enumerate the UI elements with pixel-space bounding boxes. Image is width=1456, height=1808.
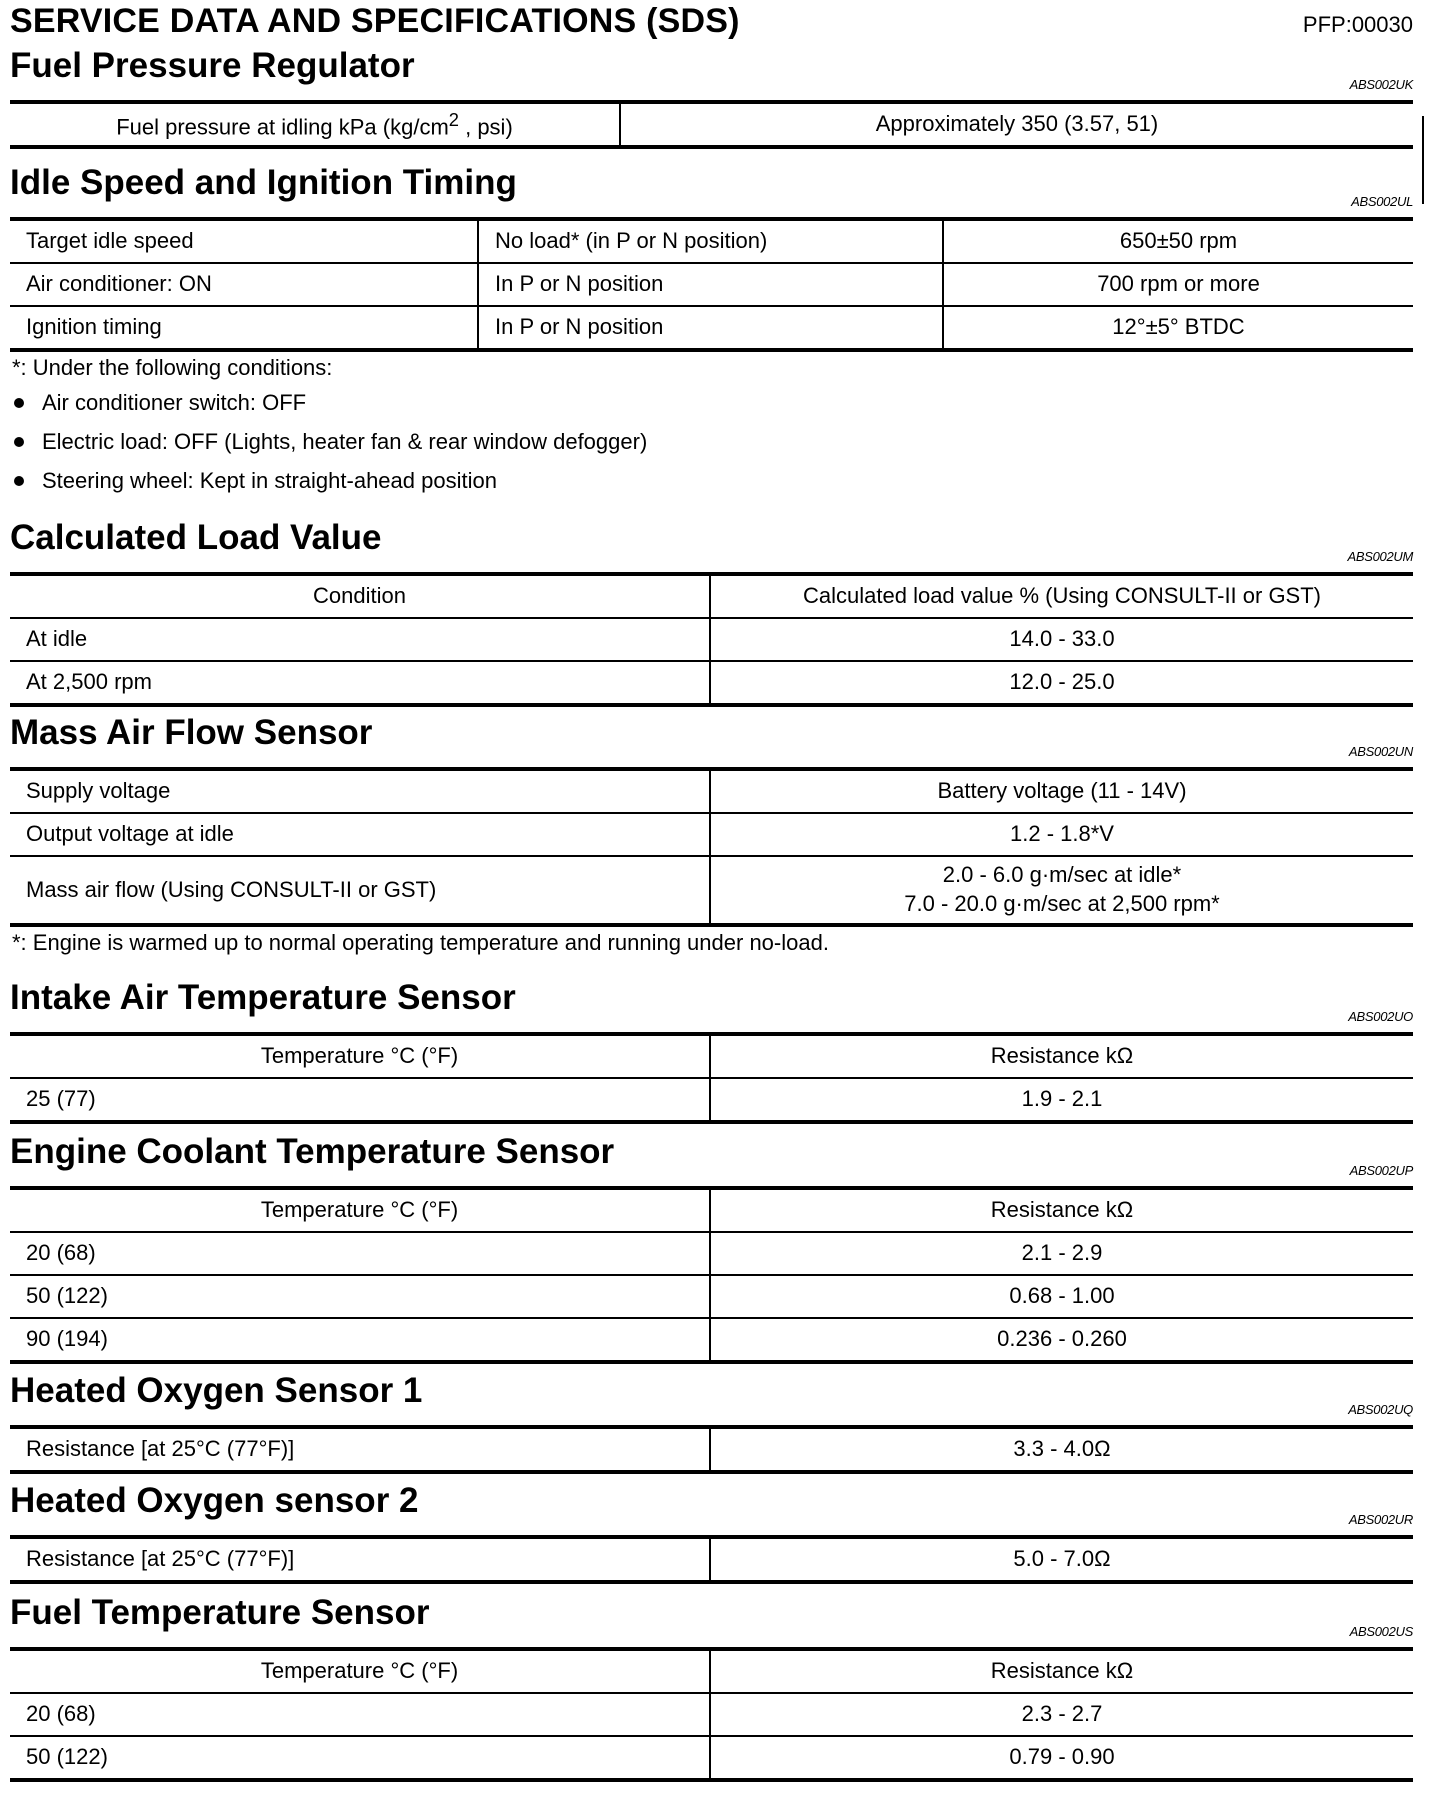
section-heated-oxygen-sensor-1 [10, 1369, 1413, 1474]
table-row [10, 1537, 1413, 1582]
table-cell: Supply voltage [26, 778, 171, 804]
table-row [10, 1275, 1413, 1318]
section-title: Fuel Temperature Sensor [10, 1593, 430, 1632]
section-header [10, 1130, 1413, 1186]
fuel-pressure-label: Fuel pressure at idling kPa ($kg/cm^2$ , psi) [116, 108, 513, 139]
section-code: ABS002US [1349, 1624, 1413, 1639]
table-cell: Battery voltage (11 - 14V) [710, 769, 1413, 813]
table-cell: 700 rpm or more [943, 263, 1413, 306]
table-cell: No load* (in P or N position) [478, 219, 943, 263]
pfp-code: PFP:00030 [1302, 12, 1413, 37]
ho2s1-table [10, 1425, 1413, 1474]
table-row [10, 306, 1413, 350]
section-title: Calculated Load Value [10, 518, 382, 557]
table-cell: 50 (122) [10, 1275, 710, 1318]
section-title: Engine Coolant Temperature Sensor [10, 1132, 615, 1171]
table-row [10, 769, 1413, 813]
section-header [10, 976, 1413, 1032]
table-row [10, 1693, 1413, 1736]
column-header: Resistance kΩ [710, 1649, 1413, 1693]
section-header [10, 711, 1413, 767]
bullet-icon [14, 398, 24, 408]
table-cell: 3.3 - 4.0Ω [710, 1427, 1413, 1472]
section-title: Idle Speed and Ignition Timing [10, 163, 517, 202]
table-cell: 90 (194) [10, 1318, 710, 1362]
table-cell: 650±50 rpm [943, 219, 1413, 263]
ho2s2-table [10, 1535, 1413, 1584]
document-title: SERVICE DATA AND SPECIFICATIONS (SDS) [10, 2, 740, 40]
section-fuel-pressure-regulator [10, 44, 1413, 149]
section-calculated-load-value [10, 516, 1413, 707]
footnote: *: Engine is warmed up to normal operating temperature and running under no-load. [12, 930, 829, 955]
section-fuel-temperature-sensor [10, 1591, 1413, 1782]
mass-air-flow-idle: 2.0 - 6.0 g·m/sec at idle* [942, 862, 1182, 888]
section-engine-coolant-temperature-sensor [10, 1130, 1413, 1364]
table-row [10, 813, 1413, 856]
section-heated-oxygen-sensor-2 [10, 1479, 1413, 1584]
section-code: ABS002UK [1349, 77, 1413, 92]
column-header: Temperature °C (°F) [260, 1043, 459, 1069]
table-row [10, 1736, 1413, 1780]
table-cell: Resistance [at 25°C (77°F)] [26, 1436, 295, 1462]
table-cell: 0.79 - 0.90 [710, 1736, 1413, 1780]
margin-bar [1422, 116, 1424, 204]
table-row [10, 102, 1413, 147]
section-header [10, 516, 1413, 572]
fts-table [10, 1647, 1413, 1782]
fuel-pressure-value: Approximately 350 (3.57, 51) [620, 102, 1413, 147]
table-row [10, 1078, 1413, 1122]
section-idle-speed-ignition-timing [10, 161, 1413, 500]
column-header: Temperature °C (°F) [260, 1658, 459, 1684]
section-title: Mass Air Flow Sensor [10, 713, 373, 752]
table-cell: At 2,500 rpm [10, 661, 710, 705]
table-cell: Air conditioner: ON [10, 263, 478, 306]
table-cell: Output voltage at idle [10, 813, 710, 856]
table-row [10, 661, 1413, 705]
list-item: Steering wheel: Kept in straight-ahead position [10, 461, 1413, 500]
section-code: ABS002UN [1348, 744, 1413, 759]
table-cell: In P or N position [478, 263, 943, 306]
footnote: *: Under the following conditions: [12, 355, 333, 380]
table-cell: 2.3 - 2.7 [710, 1693, 1413, 1736]
table-header-row [10, 1649, 1413, 1693]
table-cell: Resistance [at 25°C (77°F)] [26, 1546, 295, 1572]
table-cell: In P or N position [478, 306, 943, 350]
section-title: Heated Oxygen Sensor 1 [10, 1371, 423, 1410]
section-title: Heated Oxygen sensor 2 [10, 1481, 419, 1520]
column-header: Temperature °C (°F) [260, 1197, 459, 1223]
table-cell: 20 (68) [10, 1693, 710, 1736]
column-header: Resistance kΩ [710, 1188, 1413, 1232]
table-row [10, 1427, 1413, 1472]
table-header-row [10, 574, 1413, 618]
fuel-pressure-table [10, 100, 1413, 149]
iat-table [10, 1032, 1413, 1124]
load-value-table [10, 572, 1413, 707]
table-row [10, 856, 1413, 925]
table-cell: At idle [10, 618, 710, 661]
column-header: Resistance kΩ [710, 1034, 1413, 1078]
table-cell: 0.236 - 0.260 [710, 1318, 1413, 1362]
table-cell [710, 856, 1413, 925]
table-cell: Ignition timing [10, 306, 478, 350]
table-cell: 14.0 - 33.0 [710, 618, 1413, 661]
list-item: Electric load: OFF (Lights, heater fan & rear window defogger) [10, 422, 1413, 461]
section-code: ABS002UQ [1348, 1402, 1413, 1417]
maf-table [10, 767, 1413, 927]
table-cell: 20 (68) [10, 1232, 710, 1275]
bullet-icon [14, 476, 24, 486]
section-header [10, 1479, 1413, 1535]
idle-speed-table [10, 217, 1413, 352]
section-code: ABS002UR [1348, 1512, 1413, 1527]
table-cell: Target idle speed [26, 228, 194, 254]
table-row [10, 1232, 1413, 1275]
section-mass-air-flow-sensor [10, 711, 1413, 958]
section-code: ABS002UM [1347, 549, 1413, 564]
mass-air-flow-2500: 7.0 - 20.0 g·m/sec at 2,500 rpm* [904, 891, 1220, 916]
section-code: ABS002UO [1348, 1009, 1413, 1024]
table-cell: 1.9 - 2.1 [710, 1078, 1413, 1122]
section-title: Fuel Pressure Regulator [10, 46, 415, 85]
column-header: Calculated load value % (Using CONSULT-II or GST) [710, 574, 1413, 618]
section-code: ABS002UL [1351, 194, 1413, 209]
table-cell: 12°±5° BTDC [943, 306, 1413, 350]
table-row [10, 263, 1413, 306]
table-cell: 0.68 - 1.00 [710, 1275, 1413, 1318]
table-row [10, 219, 1413, 263]
section-header [10, 161, 1413, 217]
table-cell: 50 (122) [10, 1736, 710, 1780]
table-header-row [10, 1188, 1413, 1232]
section-title: Intake Air Temperature Sensor [10, 978, 516, 1017]
table-row [10, 1318, 1413, 1362]
section-header [10, 44, 1413, 100]
section-header [10, 1591, 1413, 1647]
table-cell: 2.1 - 2.9 [710, 1232, 1413, 1275]
ect-table [10, 1186, 1413, 1364]
table-cell: Mass air flow (Using CONSULT-II or GST) [10, 856, 710, 925]
column-header: Condition [313, 583, 406, 609]
table-row [10, 618, 1413, 661]
section-code: ABS002UP [1349, 1163, 1413, 1178]
table-cell: 5.0 - 7.0Ω [710, 1537, 1413, 1582]
table-header-row [10, 1034, 1413, 1078]
bullet-icon [14, 437, 24, 447]
list-item: Air conditioner switch: OFF [10, 383, 1413, 422]
table-cell: 1.2 - 1.8*V [710, 813, 1413, 856]
section-intake-air-temperature-sensor [10, 976, 1413, 1124]
table-cell: 12.0 - 25.0 [710, 661, 1413, 705]
section-header [10, 1369, 1413, 1425]
table-cell: 25 (77) [10, 1078, 710, 1122]
